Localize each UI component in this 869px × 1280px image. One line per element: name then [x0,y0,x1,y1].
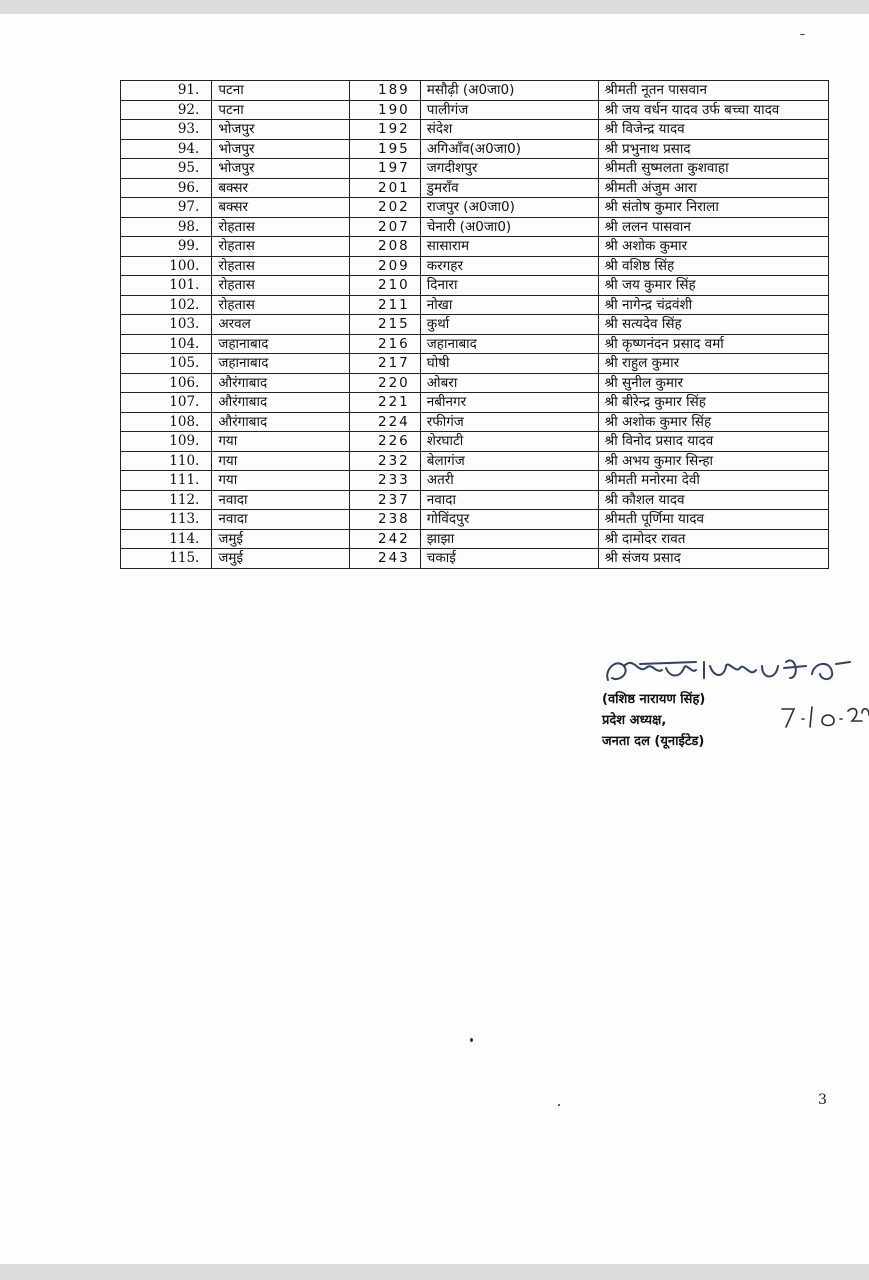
table-row [121,354,829,374]
scan-speck [558,1104,560,1106]
candidate-name-cell: श्री जय कुमार सिंह [598,276,828,296]
constituency-number-cell: 209 [350,256,421,276]
serial-number-cell: 91. [121,81,212,101]
constituency-number-cell: 221 [350,393,421,413]
candidate-name-cell: श्री ललन पासवान [598,217,828,237]
table-row [121,139,829,159]
constituency-number-cell: 195 [350,139,421,159]
district-cell: भोजपुर [212,159,350,179]
constituency-name-cell: जहानाबाद [420,334,598,354]
table-row [121,529,829,549]
constituency-name-cell: नबीनगर [420,393,598,413]
candidate-name-cell: श्री अशोक कुमार [598,237,828,257]
district-cell: रोहतास [212,276,350,296]
serial-number-cell: 94. [121,139,212,159]
serial-number-cell: 98. [121,217,212,237]
constituency-number-cell: 242 [350,529,421,549]
table-row [121,393,829,413]
serial-number-cell: 107. [121,393,212,413]
signatory-party: जनता दल (यूनाईटेड) [602,734,705,749]
serial-number-cell: 105. [121,354,212,374]
constituency-number-cell: 216 [350,334,421,354]
constituency-name-cell: करगहर [420,256,598,276]
constituency-name-cell: राजपुर (अ0जा0) [420,198,598,218]
table-row [121,334,829,354]
serial-number-cell: 106. [121,373,212,393]
table-row [121,549,829,569]
district-cell: रोहतास [212,217,350,237]
table-row [121,100,829,120]
table-row [121,276,829,296]
constituency-number-cell: 190 [350,100,421,120]
candidate-table-body [121,81,829,569]
constituency-number-cell: 201 [350,178,421,198]
constituency-number-cell: 192 [350,120,421,140]
district-cell: गया [212,471,350,491]
signature-block [602,689,705,752]
district-cell: औरंगाबाद [212,393,350,413]
serial-number-cell: 104. [121,334,212,354]
district-cell: नवादा [212,490,350,510]
serial-number-cell: 96. [121,178,212,198]
district-cell: औरंगाबाद [212,412,350,432]
district-cell: जमुई [212,549,350,569]
district-cell: रोहतास [212,256,350,276]
table-row [121,412,829,432]
constituency-number-cell: 210 [350,276,421,296]
constituency-name-cell: घोषी [420,354,598,374]
serial-number-cell: 101. [121,276,212,296]
constituency-name-cell: अगिआँव(अ0जा0) [420,139,598,159]
table-row [121,490,829,510]
constituency-number-cell: 211 [350,295,421,315]
district-cell: गया [212,451,350,471]
constituency-name-cell: डुमराँव [420,178,598,198]
constituency-name-cell: ओबरा [420,373,598,393]
district-cell: बक्सर [212,178,350,198]
candidate-table [120,80,829,569]
constituency-name-cell: संदेश [420,120,598,140]
table-row [121,198,829,218]
candidate-name-cell: श्री संतोष कुमार निराला [598,198,828,218]
serial-number-cell: 99. [121,237,212,257]
district-cell: रोहतास [212,295,350,315]
serial-number-cell: 110. [121,451,212,471]
district-cell: भोजपुर [212,139,350,159]
candidate-name-cell: श्री संजय प्रसाद [598,549,828,569]
page-number: 3 [818,1092,827,1108]
serial-number-cell: 112. [121,490,212,510]
table-row [121,256,829,276]
candidate-name-cell: श्री विनोद प्रसाद यादव [598,432,828,452]
constituency-name-cell: नवादा [420,490,598,510]
table-row [121,295,829,315]
constituency-number-cell: 207 [350,217,421,237]
candidate-name-cell: श्रीमती पूर्णिमा यादव [598,510,828,530]
serial-number-cell: 108. [121,412,212,432]
table-row [121,178,829,198]
candidate-name-cell: श्री कौशल यादव [598,490,828,510]
serial-number-cell: 113. [121,510,212,530]
constituency-number-cell: 215 [350,315,421,335]
candidate-name-cell: श्री अभय कुमार सिन्हा [598,451,828,471]
constituency-name-cell: जगदीशपुर [420,159,598,179]
table-row [121,315,829,335]
serial-number-cell: 103. [121,315,212,335]
constituency-name-cell: शेरघाटी [420,432,598,452]
constituency-name-cell: बेलागंज [420,451,598,471]
candidate-name-cell: श्री विजेन्द्र यादव [598,120,828,140]
serial-number-cell: 97. [121,198,212,218]
table-row [121,471,829,491]
constituency-number-cell: 232 [350,451,421,471]
constituency-name-cell: रफीगंज [420,412,598,432]
serial-number-cell: 93. [121,120,212,140]
constituency-name-cell: नोखा [420,295,598,315]
table-row [121,217,829,237]
candidate-name-cell: श्री जय वर्धन यादव उर्फ बच्चा यादव [598,100,828,120]
serial-number-cell: 111. [121,471,212,491]
constituency-name-cell: अतरी [420,471,598,491]
signatory-designation: प्रदेश अध्यक्ष, [602,713,667,728]
constituency-name-cell: चकाई [420,549,598,569]
signatory-name: (वशिष्ठ नारायण सिंह) [602,692,706,707]
serial-number-cell: 109. [121,432,212,452]
constituency-number-cell: 238 [350,510,421,530]
serial-number-cell: 100. [121,256,212,276]
candidate-name-cell: श्री सुनील कुमार [598,373,828,393]
district-cell: जमुई [212,529,350,549]
candidate-name-cell: श्री कृष्णनंदन प्रसाद वर्मा [598,334,828,354]
candidate-name-cell: श्री सत्यदेव सिंह [598,315,828,335]
candidate-name-cell: श्रीमती नूतन पासवान [598,81,828,101]
serial-number-cell: 115. [121,549,212,569]
table-row [121,510,829,530]
candidate-name-cell: श्रीमती सुष्मलता कुशवाहा [598,159,828,179]
document-page [0,14,869,1264]
candidate-name-cell: श्रीमती मनोरमा देवी [598,471,828,491]
constituency-name-cell: सासाराम [420,237,598,257]
candidate-name-cell: श्री नागेन्द्र चंद्रवंशी [598,295,828,315]
district-cell: रोहतास [212,237,350,257]
table-row [121,81,829,101]
constituency-name-cell: गोविंदपुर [420,510,598,530]
district-cell: अरवल [212,315,350,335]
constituency-number-cell: 208 [350,237,421,257]
district-cell: जहानाबाद [212,334,350,354]
table-row [121,451,829,471]
serial-number-cell: 114. [121,529,212,549]
constituency-number-cell: 226 [350,432,421,452]
candidate-name-cell: श्री बीरेन्द्र कुमार सिंह [598,393,828,413]
constituency-name-cell: दिनारा [420,276,598,296]
candidate-name-cell: श्री राहुल कुमार [598,354,828,374]
constituency-number-cell: 217 [350,354,421,374]
constituency-name-cell: पालीगंज [420,100,598,120]
district-cell: नवादा [212,510,350,530]
table-row [121,237,829,257]
constituency-number-cell: 237 [350,490,421,510]
constituency-number-cell: 202 [350,198,421,218]
candidate-name-cell: श्री अशोक कुमार सिंह [598,412,828,432]
district-cell: पटना [212,100,350,120]
candidate-name-cell: श्री वशिष्ठ सिंह [598,256,828,276]
constituency-name-cell: चेनारी (अ0जा0) [420,217,598,237]
constituency-number-cell: 189 [350,81,421,101]
handwritten-signature [600,644,860,694]
district-cell: जहानाबाद [212,354,350,374]
table-row [121,159,829,179]
district-cell: गया [212,432,350,452]
constituency-name-cell: झाझा [420,529,598,549]
district-cell: औरंगाबाद [212,373,350,393]
constituency-number-cell: 243 [350,549,421,569]
table-row [121,120,829,140]
district-cell: पटना [212,81,350,101]
scan-speck [470,1038,473,1042]
serial-number-cell: 102. [121,295,212,315]
table-row [121,373,829,393]
constituency-number-cell: 224 [350,412,421,432]
constituency-name-cell: कुर्था [420,315,598,335]
serial-number-cell: 92. [121,100,212,120]
constituency-name-cell: मसौढ़ी (अ0जा0) [420,81,598,101]
scan-speck [800,34,805,35]
constituency-number-cell: 233 [350,471,421,491]
constituency-number-cell: 197 [350,159,421,179]
table-row [121,432,829,452]
handwritten-date [778,701,869,731]
candidate-name-cell: श्री प्रभुनाथ प्रसाद [598,139,828,159]
constituency-number-cell: 220 [350,373,421,393]
candidate-name-cell: श्रीमती अंजुम आरा [598,178,828,198]
district-cell: भोजपुर [212,120,350,140]
serial-number-cell: 95. [121,159,212,179]
candidate-name-cell: श्री दामोदर रावत [598,529,828,549]
district-cell: बक्सर [212,198,350,218]
